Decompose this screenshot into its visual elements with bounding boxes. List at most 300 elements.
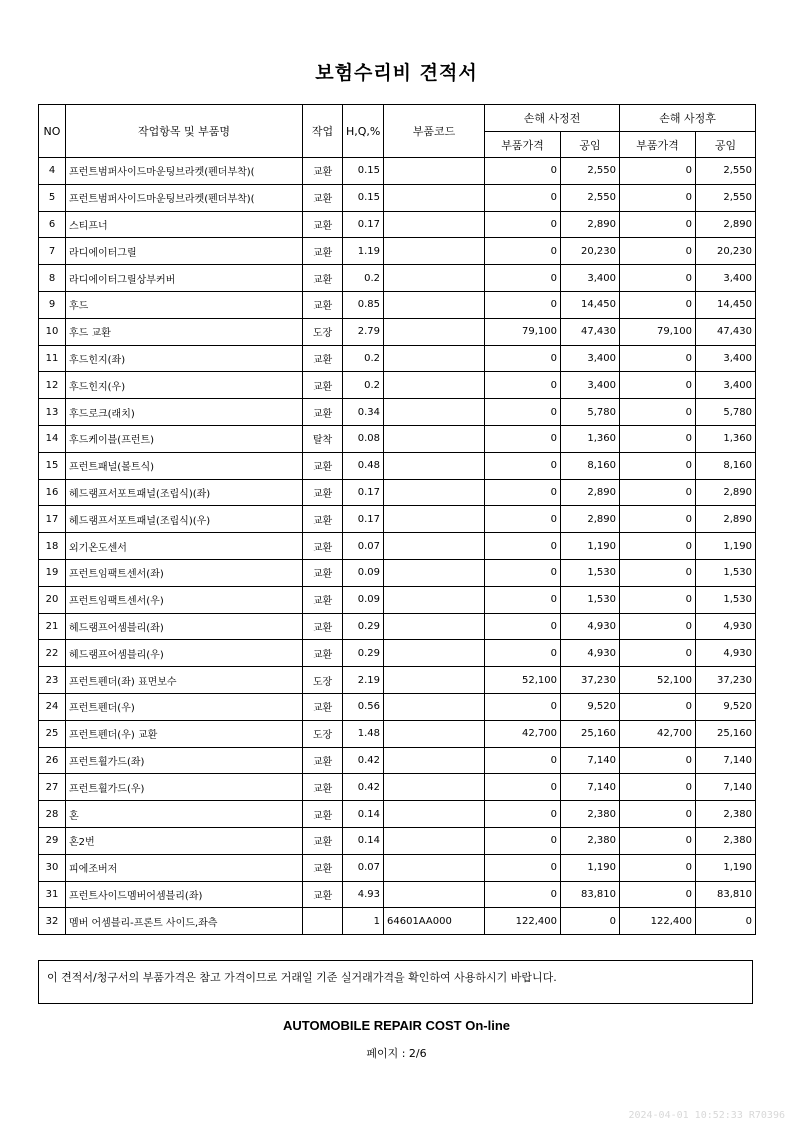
after-labor: 2,550 <box>696 158 756 185</box>
table-row <box>39 533 756 560</box>
work-type: 교환 <box>303 211 343 238</box>
table-row <box>39 211 756 238</box>
after-part-price: 0 <box>620 774 696 801</box>
before-labor: 1,530 <box>561 559 620 586</box>
after-labor: 2,380 <box>696 827 756 854</box>
work-type: 교환 <box>303 506 343 533</box>
table-row <box>39 425 756 452</box>
after-labor: 1,360 <box>696 425 756 452</box>
after-labor: 47,430 <box>696 318 756 345</box>
before-labor: 0 <box>561 908 620 935</box>
work-type: 교환 <box>303 693 343 720</box>
before-part-price: 0 <box>485 184 561 211</box>
after-part-price: 0 <box>620 399 696 426</box>
item-name: 후드로크(래치) <box>66 399 303 426</box>
before-labor: 2,550 <box>561 158 620 185</box>
table-row <box>39 747 756 774</box>
before-part-price: 0 <box>485 827 561 854</box>
table-row <box>39 479 756 506</box>
hq-value: 0.15 <box>343 158 384 185</box>
table-row <box>39 265 756 292</box>
before-labor: 7,140 <box>561 774 620 801</box>
row-number: 14 <box>39 425 66 452</box>
work-type: 교환 <box>303 533 343 560</box>
hq-value: 0.07 <box>343 533 384 560</box>
row-number: 17 <box>39 506 66 533</box>
table-row <box>39 693 756 720</box>
before-part-price: 0 <box>485 452 561 479</box>
after-part-price: 0 <box>620 640 696 667</box>
table-row <box>39 372 756 399</box>
after-labor: 2,890 <box>696 479 756 506</box>
before-part-price: 0 <box>485 425 561 452</box>
after-part-price: 0 <box>620 291 696 318</box>
part-code <box>384 399 485 426</box>
after-labor: 5,780 <box>696 399 756 426</box>
before-labor: 1,360 <box>561 425 620 452</box>
before-labor: 2,890 <box>561 479 620 506</box>
after-labor: 2,550 <box>696 184 756 211</box>
work-type: 교환 <box>303 640 343 667</box>
part-code <box>384 238 485 265</box>
before-labor: 7,140 <box>561 747 620 774</box>
after-labor: 14,450 <box>696 291 756 318</box>
before-part-price: 0 <box>485 265 561 292</box>
after-labor: 7,140 <box>696 774 756 801</box>
hq-value: 0.09 <box>343 559 384 586</box>
table-row <box>39 613 756 640</box>
part-code <box>384 372 485 399</box>
hq-value: 0.2 <box>343 372 384 399</box>
hq-value: 0.09 <box>343 586 384 613</box>
before-labor: 4,930 <box>561 613 620 640</box>
after-part-price: 0 <box>620 184 696 211</box>
row-number: 22 <box>39 640 66 667</box>
item-name: 헤드램프서포트패널(조립식)(좌) <box>66 479 303 506</box>
table-row <box>39 720 756 747</box>
row-number: 4 <box>39 158 66 185</box>
page-number: 페이지 : 2/6 <box>366 1047 427 1060</box>
item-name: 외기온도센서 <box>66 533 303 560</box>
table-row <box>39 881 756 908</box>
hq-value: 1.19 <box>343 238 384 265</box>
footer-brand: AUTOMOBILE REPAIR COST On-line <box>282 1018 511 1033</box>
item-name: 프런트휠가드(좌) <box>66 747 303 774</box>
after-part-price: 0 <box>620 345 696 372</box>
item-name: 후드 교환 <box>66 318 303 345</box>
before-part-price: 0 <box>485 158 561 185</box>
table-row <box>39 452 756 479</box>
header-before: 손해 사정전 <box>485 105 620 132</box>
row-number: 21 <box>39 613 66 640</box>
part-code <box>384 747 485 774</box>
print-timestamp: 2024-04-01 10:52:33 R70396 <box>628 1110 785 1121</box>
hq-value: 0.42 <box>343 774 384 801</box>
work-type: 교환 <box>303 479 343 506</box>
before-labor: 47,430 <box>561 318 620 345</box>
before-labor: 37,230 <box>561 667 620 694</box>
row-number: 24 <box>39 693 66 720</box>
row-number: 23 <box>39 667 66 694</box>
after-labor: 1,190 <box>696 854 756 881</box>
part-code <box>384 640 485 667</box>
table-row <box>39 291 756 318</box>
part-code <box>384 184 485 211</box>
table-row <box>39 158 756 185</box>
header-before-part-price: 부품가격 <box>485 132 561 158</box>
hq-value: 0.08 <box>343 425 384 452</box>
item-name: 라디에이터그릴 <box>66 238 303 265</box>
after-labor: 4,930 <box>696 613 756 640</box>
row-number: 19 <box>39 559 66 586</box>
after-labor: 37,230 <box>696 667 756 694</box>
table-row <box>39 318 756 345</box>
before-part-price: 52,100 <box>485 667 561 694</box>
hq-value: 0.42 <box>343 747 384 774</box>
before-part-price: 0 <box>485 211 561 238</box>
after-part-price: 0 <box>620 479 696 506</box>
after-part-price: 0 <box>620 586 696 613</box>
item-name: 혼2번 <box>66 827 303 854</box>
hq-value: 4.93 <box>343 881 384 908</box>
row-number: 11 <box>39 345 66 372</box>
work-type: 교환 <box>303 801 343 828</box>
before-labor: 3,400 <box>561 265 620 292</box>
before-part-price: 0 <box>485 774 561 801</box>
before-labor: 20,230 <box>561 238 620 265</box>
hq-value: 0.2 <box>343 265 384 292</box>
row-number: 30 <box>39 854 66 881</box>
before-part-price: 0 <box>485 613 561 640</box>
after-part-price: 0 <box>620 372 696 399</box>
before-part-price: 0 <box>485 640 561 667</box>
table-row <box>39 399 756 426</box>
item-name: 후드힌지(좌) <box>66 345 303 372</box>
after-labor: 1,190 <box>696 533 756 560</box>
item-name: 프런트펜더(우) 교환 <box>66 720 303 747</box>
row-number: 9 <box>39 291 66 318</box>
table-row <box>39 559 756 586</box>
after-labor: 2,890 <box>696 211 756 238</box>
work-type: 교환 <box>303 881 343 908</box>
hq-value: 1.48 <box>343 720 384 747</box>
work-type: 교환 <box>303 238 343 265</box>
table-row <box>39 801 756 828</box>
item-name: 프런트임팩트센서(우) <box>66 586 303 613</box>
row-number: 16 <box>39 479 66 506</box>
after-part-price: 0 <box>620 533 696 560</box>
part-code <box>384 265 485 292</box>
hq-value: 0.29 <box>343 640 384 667</box>
after-part-price: 42,700 <box>620 720 696 747</box>
row-number: 18 <box>39 533 66 560</box>
before-labor: 1,190 <box>561 533 620 560</box>
row-number: 10 <box>39 318 66 345</box>
before-labor: 2,890 <box>561 211 620 238</box>
row-number: 12 <box>39 372 66 399</box>
header-after: 손해 사정후 <box>620 105 756 132</box>
work-type: 도장 <box>303 667 343 694</box>
row-number: 31 <box>39 881 66 908</box>
part-code <box>384 452 485 479</box>
hq-value: 0.85 <box>343 291 384 318</box>
before-labor: 1,190 <box>561 854 620 881</box>
table-row <box>39 854 756 881</box>
after-labor: 1,530 <box>696 586 756 613</box>
after-part-price: 0 <box>620 211 696 238</box>
item-name: 후드 <box>66 291 303 318</box>
hq-value: 0.17 <box>343 506 384 533</box>
row-number: 27 <box>39 774 66 801</box>
work-type: 교환 <box>303 586 343 613</box>
after-labor: 25,160 <box>696 720 756 747</box>
table-row <box>39 586 756 613</box>
after-labor: 8,160 <box>696 452 756 479</box>
header-code: 부품코드 <box>384 105 485 158</box>
after-part-price: 0 <box>620 801 696 828</box>
item-name: 프런트펜더(좌) 표면보수 <box>66 667 303 694</box>
after-labor: 1,530 <box>696 559 756 586</box>
work-type: 교환 <box>303 265 343 292</box>
part-code <box>384 774 485 801</box>
after-labor: 2,380 <box>696 801 756 828</box>
before-labor: 83,810 <box>561 881 620 908</box>
header-item: 작업항목 및 부품명 <box>66 105 303 158</box>
after-labor: 3,400 <box>696 372 756 399</box>
before-part-price: 42,700 <box>485 720 561 747</box>
hq-value: 0.14 <box>343 827 384 854</box>
part-code: 64601AA000 <box>384 908 485 935</box>
after-labor: 2,890 <box>696 506 756 533</box>
after-part-price: 52,100 <box>620 667 696 694</box>
work-type: 교환 <box>303 291 343 318</box>
before-part-price: 0 <box>485 291 561 318</box>
after-part-price: 0 <box>620 158 696 185</box>
after-part-price: 0 <box>620 693 696 720</box>
row-number: 26 <box>39 747 66 774</box>
header-work: 작업 <box>303 105 343 158</box>
work-type: 교환 <box>303 399 343 426</box>
before-part-price: 0 <box>485 372 561 399</box>
item-name: 프런트범퍼사이드마운팅브라켓(펜더부착)( <box>66 158 303 185</box>
before-labor: 2,550 <box>561 184 620 211</box>
part-code <box>384 318 485 345</box>
work-type: 도장 <box>303 318 343 345</box>
before-part-price: 79,100 <box>485 318 561 345</box>
item-name: 프런트임팩트센서(좌) <box>66 559 303 586</box>
table-row <box>39 640 756 667</box>
item-name: 헤드램프어셈블리(우) <box>66 640 303 667</box>
part-code <box>384 533 485 560</box>
part-code <box>384 291 485 318</box>
after-part-price: 0 <box>620 854 696 881</box>
before-labor: 3,400 <box>561 345 620 372</box>
table-row <box>39 908 756 935</box>
before-labor: 4,930 <box>561 640 620 667</box>
work-type: 교환 <box>303 774 343 801</box>
before-part-price: 0 <box>485 533 561 560</box>
hq-value: 0.34 <box>343 399 384 426</box>
after-part-price: 0 <box>620 265 696 292</box>
work-type: 교환 <box>303 372 343 399</box>
table-row <box>39 506 756 533</box>
table-row <box>39 774 756 801</box>
part-code <box>384 854 485 881</box>
item-name: 프런트펜더(우) <box>66 693 303 720</box>
item-name: 피에조버저 <box>66 854 303 881</box>
part-code <box>384 345 485 372</box>
work-type: 교환 <box>303 747 343 774</box>
before-labor: 2,380 <box>561 827 620 854</box>
table-row <box>39 345 756 372</box>
before-labor: 3,400 <box>561 372 620 399</box>
page-title: 보험수리비 견적서 <box>315 62 478 84</box>
before-labor: 8,160 <box>561 452 620 479</box>
after-part-price: 0 <box>620 827 696 854</box>
work-type: 교환 <box>303 452 343 479</box>
work-type: 교환 <box>303 184 343 211</box>
after-labor: 20,230 <box>696 238 756 265</box>
hq-value: 0.56 <box>343 693 384 720</box>
work-type: 교환 <box>303 559 343 586</box>
after-part-price: 0 <box>620 559 696 586</box>
after-part-price: 0 <box>620 747 696 774</box>
after-part-price: 79,100 <box>620 318 696 345</box>
hq-value: 1 <box>343 908 384 935</box>
part-code <box>384 720 485 747</box>
after-part-price: 0 <box>620 238 696 265</box>
before-labor: 2,380 <box>561 801 620 828</box>
price-notice: 이 견적서/청구서의 부품가격은 참고 가격이므로 거래일 기준 실거래가격을 확인하여 사용하시기 바랍니다. <box>38 960 753 1004</box>
work-type: 교환 <box>303 613 343 640</box>
hq-value: 0.48 <box>343 452 384 479</box>
hq-value: 0.14 <box>343 801 384 828</box>
row-number: 20 <box>39 586 66 613</box>
work-type: 탈착 <box>303 425 343 452</box>
work-type <box>303 908 343 935</box>
hq-value: 0.29 <box>343 613 384 640</box>
part-code <box>384 506 485 533</box>
before-part-price: 0 <box>485 399 561 426</box>
hq-value: 2.79 <box>343 318 384 345</box>
table-row <box>39 667 756 694</box>
after-labor: 0 <box>696 908 756 935</box>
before-part-price: 0 <box>485 345 561 372</box>
part-code <box>384 158 485 185</box>
header-after-part-price: 부품가격 <box>620 132 696 158</box>
before-part-price: 0 <box>485 586 561 613</box>
after-labor: 7,140 <box>696 747 756 774</box>
part-code <box>384 827 485 854</box>
item-name: 스티프너 <box>66 211 303 238</box>
before-part-price: 0 <box>485 506 561 533</box>
before-labor: 5,780 <box>561 399 620 426</box>
item-name: 헤드램프어셈블리(좌) <box>66 613 303 640</box>
work-type: 교환 <box>303 345 343 372</box>
row-number: 29 <box>39 827 66 854</box>
after-part-price: 122,400 <box>620 908 696 935</box>
after-labor: 4,930 <box>696 640 756 667</box>
before-labor: 2,890 <box>561 506 620 533</box>
before-part-price: 0 <box>485 801 561 828</box>
after-part-price: 0 <box>620 506 696 533</box>
row-number: 6 <box>39 211 66 238</box>
item-name: 라디에이터그릴상부커버 <box>66 265 303 292</box>
after-labor: 3,400 <box>696 265 756 292</box>
row-number: 7 <box>39 238 66 265</box>
work-type: 교환 <box>303 827 343 854</box>
header-after-labor: 공임 <box>696 132 756 158</box>
item-name: 헤드램프서포트패널(조립식)(우) <box>66 506 303 533</box>
estimate-table <box>38 104 756 935</box>
after-labor: 3,400 <box>696 345 756 372</box>
table-row <box>39 827 756 854</box>
part-code <box>384 479 485 506</box>
after-part-price: 0 <box>620 613 696 640</box>
header-no: NO <box>39 105 66 158</box>
hq-value: 0.17 <box>343 211 384 238</box>
header-before-labor: 공임 <box>561 132 620 158</box>
part-code <box>384 667 485 694</box>
hq-value: 0.15 <box>343 184 384 211</box>
item-name: 후드케이블(프런트) <box>66 425 303 452</box>
hq-value: 0.2 <box>343 345 384 372</box>
hq-value: 2.19 <box>343 667 384 694</box>
table-row <box>39 238 756 265</box>
work-type: 교환 <box>303 854 343 881</box>
part-code <box>384 559 485 586</box>
before-labor: 1,530 <box>561 586 620 613</box>
part-code <box>384 425 485 452</box>
before-part-price: 0 <box>485 747 561 774</box>
hq-value: 0.17 <box>343 479 384 506</box>
before-labor: 14,450 <box>561 291 620 318</box>
item-name: 프런트휠가드(우) <box>66 774 303 801</box>
row-number: 32 <box>39 908 66 935</box>
after-labor: 9,520 <box>696 693 756 720</box>
estimate-rows <box>39 158 756 935</box>
item-name: 프런트범퍼사이드마운팅브라켓(펜더부착)( <box>66 184 303 211</box>
item-name: 프런트패널(볼트식) <box>66 452 303 479</box>
after-part-price: 0 <box>620 425 696 452</box>
part-code <box>384 693 485 720</box>
part-code <box>384 586 485 613</box>
before-part-price: 0 <box>485 881 561 908</box>
before-part-price: 122,400 <box>485 908 561 935</box>
before-labor: 9,520 <box>561 693 620 720</box>
before-part-price: 0 <box>485 559 561 586</box>
part-code <box>384 881 485 908</box>
after-labor: 83,810 <box>696 881 756 908</box>
work-type: 교환 <box>303 158 343 185</box>
row-number: 5 <box>39 184 66 211</box>
item-name: 후드힌지(우) <box>66 372 303 399</box>
after-part-price: 0 <box>620 452 696 479</box>
before-part-price: 0 <box>485 854 561 881</box>
before-part-price: 0 <box>485 479 561 506</box>
row-number: 25 <box>39 720 66 747</box>
item-name: 멤버 어셈블리-프론트 사이드,좌측 <box>66 908 303 935</box>
before-part-price: 0 <box>485 238 561 265</box>
work-type: 도장 <box>303 720 343 747</box>
table-row <box>39 184 756 211</box>
row-number: 28 <box>39 801 66 828</box>
row-number: 15 <box>39 452 66 479</box>
part-code <box>384 613 485 640</box>
before-part-price: 0 <box>485 693 561 720</box>
row-number: 8 <box>39 265 66 292</box>
item-name: 프런트사이드멤버어셈블리(좌) <box>66 881 303 908</box>
